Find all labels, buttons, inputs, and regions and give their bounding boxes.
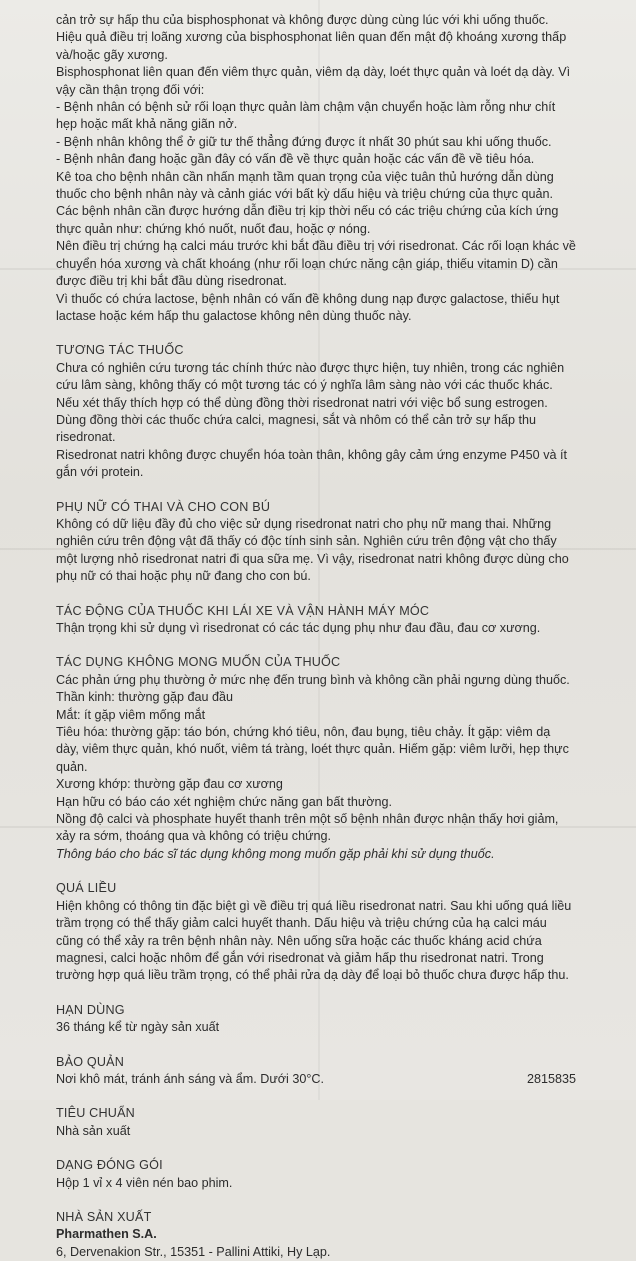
paragraph: Hiện không có thông tin đặc biệt gì về điều trị quá liều risedronat natri. Sau khi uống quá liều trầm trọng có thể thấy giảm calci huyết thanh. Dấu hiệu và triệu chứng của hạ calci máu cũng có thể xảy ra trên bệnh nhân này. Nên uống sữa hoặc các thuốc kháng acid chứa magnesi, calci hoặc nhôm để gắn với risedronat và giảm hấp thu risedronat natri. Trong trường hợp quá liều trầm trọng, có thể phải rửa dạ dày để loại bỏ thuốc chưa được hấp thu. — [56, 898, 572, 983]
paragraph: Vì thuốc có chứa lactose, bệnh nhân có vấn đề không dung nạp được galactose, thiếu hụt lactase hoặc kém hấp thu galactose không nên dùng thuốc này. — [56, 291, 560, 323]
paragraph: Risedronat natri không được chuyển hóa toàn thân, không gây cảm ứng enzyme P450 và ít gắn với protein. — [56, 447, 567, 480]
paragraph: - Bệnh nhân không thể ở giữ tư thế thẳng đứng được ít nhất 30 phút sau khi uống thuốc. — [56, 134, 552, 149]
document-code: 2815835 — [526, 1072, 576, 1086]
section-heading: DẠNG ĐÓNG GÓI — [56, 1158, 163, 1173]
storage-section — [56, 1054, 576, 1089]
paragraph: Không có dữ liệu đầy đủ cho việc sử dụng risedronat natri cho phụ nữ mang thai. Những nghiên cứu trên động vật đã thấy có độc tính sinh sản. Nghiên cứu trên động vật cho thấy một lượng nhỏ risedronat natri đi qua sữa mẹ. Vì vậy, risedronat natri không được dùng cho phụ nữ có thai hoặc phụ nữ đang cho con bú. — [56, 516, 569, 584]
manufacturer-section — [56, 1209, 576, 1261]
section-heading: HẠN DÙNG — [56, 1002, 125, 1017]
paragraph: Các phản ứng phụ thường ở mức nhẹ đến trung bình và không cần phải ngưng dùng thuốc. — [56, 672, 570, 687]
section-heading: TIÊU CHUẨN — [56, 1106, 135, 1121]
section-heading: TÁC DỤNG KHÔNG MONG MUỐN CỦA THUỐC — [56, 655, 341, 670]
paragraph: Kê toa cho bệnh nhân cần nhấn mạnh tầm quan trọng của việc tuân thủ hướng dẫn dùng thuốc cho bệnh nhân này và cảnh giác với bất kỳ dấu hiệu và triệu chứng của thực quản. Các bệnh nhân cần được hướng dẫn điều trị kịp thời nếu có các triệu chứng của kích ứng thực quản như: chứng khó nuốt, nuốt đau, hoặc ợ nóng. — [56, 169, 559, 236]
paragraph: Nhà sản xuất — [56, 1123, 131, 1138]
manufacturer-address: 6, Dervenakion Str., 15351 - Pallini Attiki, Hy Lạp. — [56, 1244, 331, 1259]
paragraph: Chưa có nghiên cứu tương tác chính thức nào được thực hiện, tuy nhiên, trong các nghiên cứu lâm sàng, không thấy có một tương tác có ý nghĩa lâm sàng nào với các thuốc khác. — [56, 360, 565, 393]
section-heading: QUÁ LIỀU — [56, 881, 117, 896]
shelf-life-section — [56, 1002, 576, 1037]
paragraph: 36 tháng kể từ ngày sản xuất — [56, 1020, 220, 1035]
overdose-section — [56, 880, 576, 984]
paragraph: - Bệnh nhân có bệnh sử rối loạn thực quản làm chậm vận chuyển hoặc làm rỗng như chít hẹp hoặc mất khả năng giãn nở. — [56, 100, 556, 132]
section-heading: PHỤ NỮ CÓ THAI VÀ CHO CON BÚ — [56, 499, 271, 514]
paragraph: Nơi khô mát, tránh ánh sáng và ẩm. Dưới 30°C. — [56, 1071, 324, 1086]
paragraph: Dùng đồng thời các thuốc chứa calci, magnesi, sắt và nhôm có thể cản trở sự hấp thu risedronat. — [56, 412, 537, 445]
interactions-section — [56, 342, 576, 481]
section-heading: TÁC ĐỘNG CỦA THUỐC KHI LÁI XE VÀ VẬN HÀNH MÁY MÓC — [56, 603, 430, 618]
side-effects-note: Thông báo cho bác sĩ tác dụng không mong muốn gặp phải khi sử dụng thuốc. — [56, 846, 495, 861]
paragraph: Mắt: ít gặp viêm mống mắt — [56, 707, 206, 722]
packaging-section — [56, 1157, 576, 1192]
section-heading: BẢO QUẢN — [56, 1054, 125, 1069]
paragraph: Hiệu quả điều trị loãng xương của bisphosphonat liên quan đến mật độ khoáng xương thấp và/hoặc gãy xương. — [56, 30, 567, 62]
standard-section — [56, 1105, 576, 1140]
section-heading: NHÀ SẢN XUẤT — [56, 1209, 152, 1224]
intro-section — [56, 12, 576, 325]
paragraph: cản trở sự hấp thu của bisphosphonat và không được dùng cùng lúc với khi uống thuốc. — [56, 13, 549, 27]
leaflet-text — [56, 12, 576, 1261]
paragraph: Xương khớp: thường gặp đau cơ xương — [56, 777, 283, 792]
paragraph: Thần kinh: thường gặp đau đầu — [56, 690, 234, 705]
paragraph: Tiêu hóa: thường gặp: táo bón, chứng khó tiêu, nôn, đau bụng, tiêu chảy. Ít gặp: viêm dạ dày, viêm thực quản, khó nuốt, viêm tá tràng, loét thực quản. Hiếm gặp: viêm lưỡi, hẹp thực quản. — [56, 725, 569, 774]
paragraph: Hộp 1 vỉ x 4 viên nén bao phim. — [56, 1175, 233, 1190]
paragraph: Nếu xét thấy thích hợp có thể dùng đồng thời risedronat natri với việc bổ sung estrogen. — [56, 395, 548, 410]
manufacturer-name: Pharmathen S.A. — [56, 1227, 157, 1242]
side-effects-section — [56, 654, 576, 863]
paragraph: Nên điều trị chứng hạ calci máu trước khi bắt đầu điều trị với risedronat. Các rối loạn khác về chuyển hóa xương và chất khoáng (như rối loạn chức năng cận giáp, thiếu vitamin D) cần được điều trị khi bắt đầu dùng risedronat. — [56, 239, 576, 289]
paragraph: - Bệnh nhân đang hoặc gần đây có vấn đề về thực quản hoặc các vấn đề về tiêu hóa. — [56, 152, 535, 167]
paragraph: Nồng độ calci và phosphate huyết thanh trên một số bệnh nhân được nhận thấy hơi giảm, xảy ra sớm, thoáng qua và không có triệu chứng. — [56, 812, 559, 844]
paragraph: Thận trọng khi sử dụng vì risedronat có các tác dụng phụ như đau đầu, đau cơ xương. — [56, 621, 541, 635]
paragraph: Hạn hữu có báo cáo xét nghiệm chức năng gan bất thường. — [56, 794, 393, 809]
driving-section — [56, 603, 576, 638]
section-heading: TƯƠNG TÁC THUỐC — [56, 343, 184, 358]
paragraph: Bisphosphonat liên quan đến viêm thực quản, viêm dạ dày, loét thực quản và loét dạ dày. Vì vậy cần thận trọng đối với: — [56, 65, 571, 97]
pregnancy-section — [56, 499, 576, 586]
